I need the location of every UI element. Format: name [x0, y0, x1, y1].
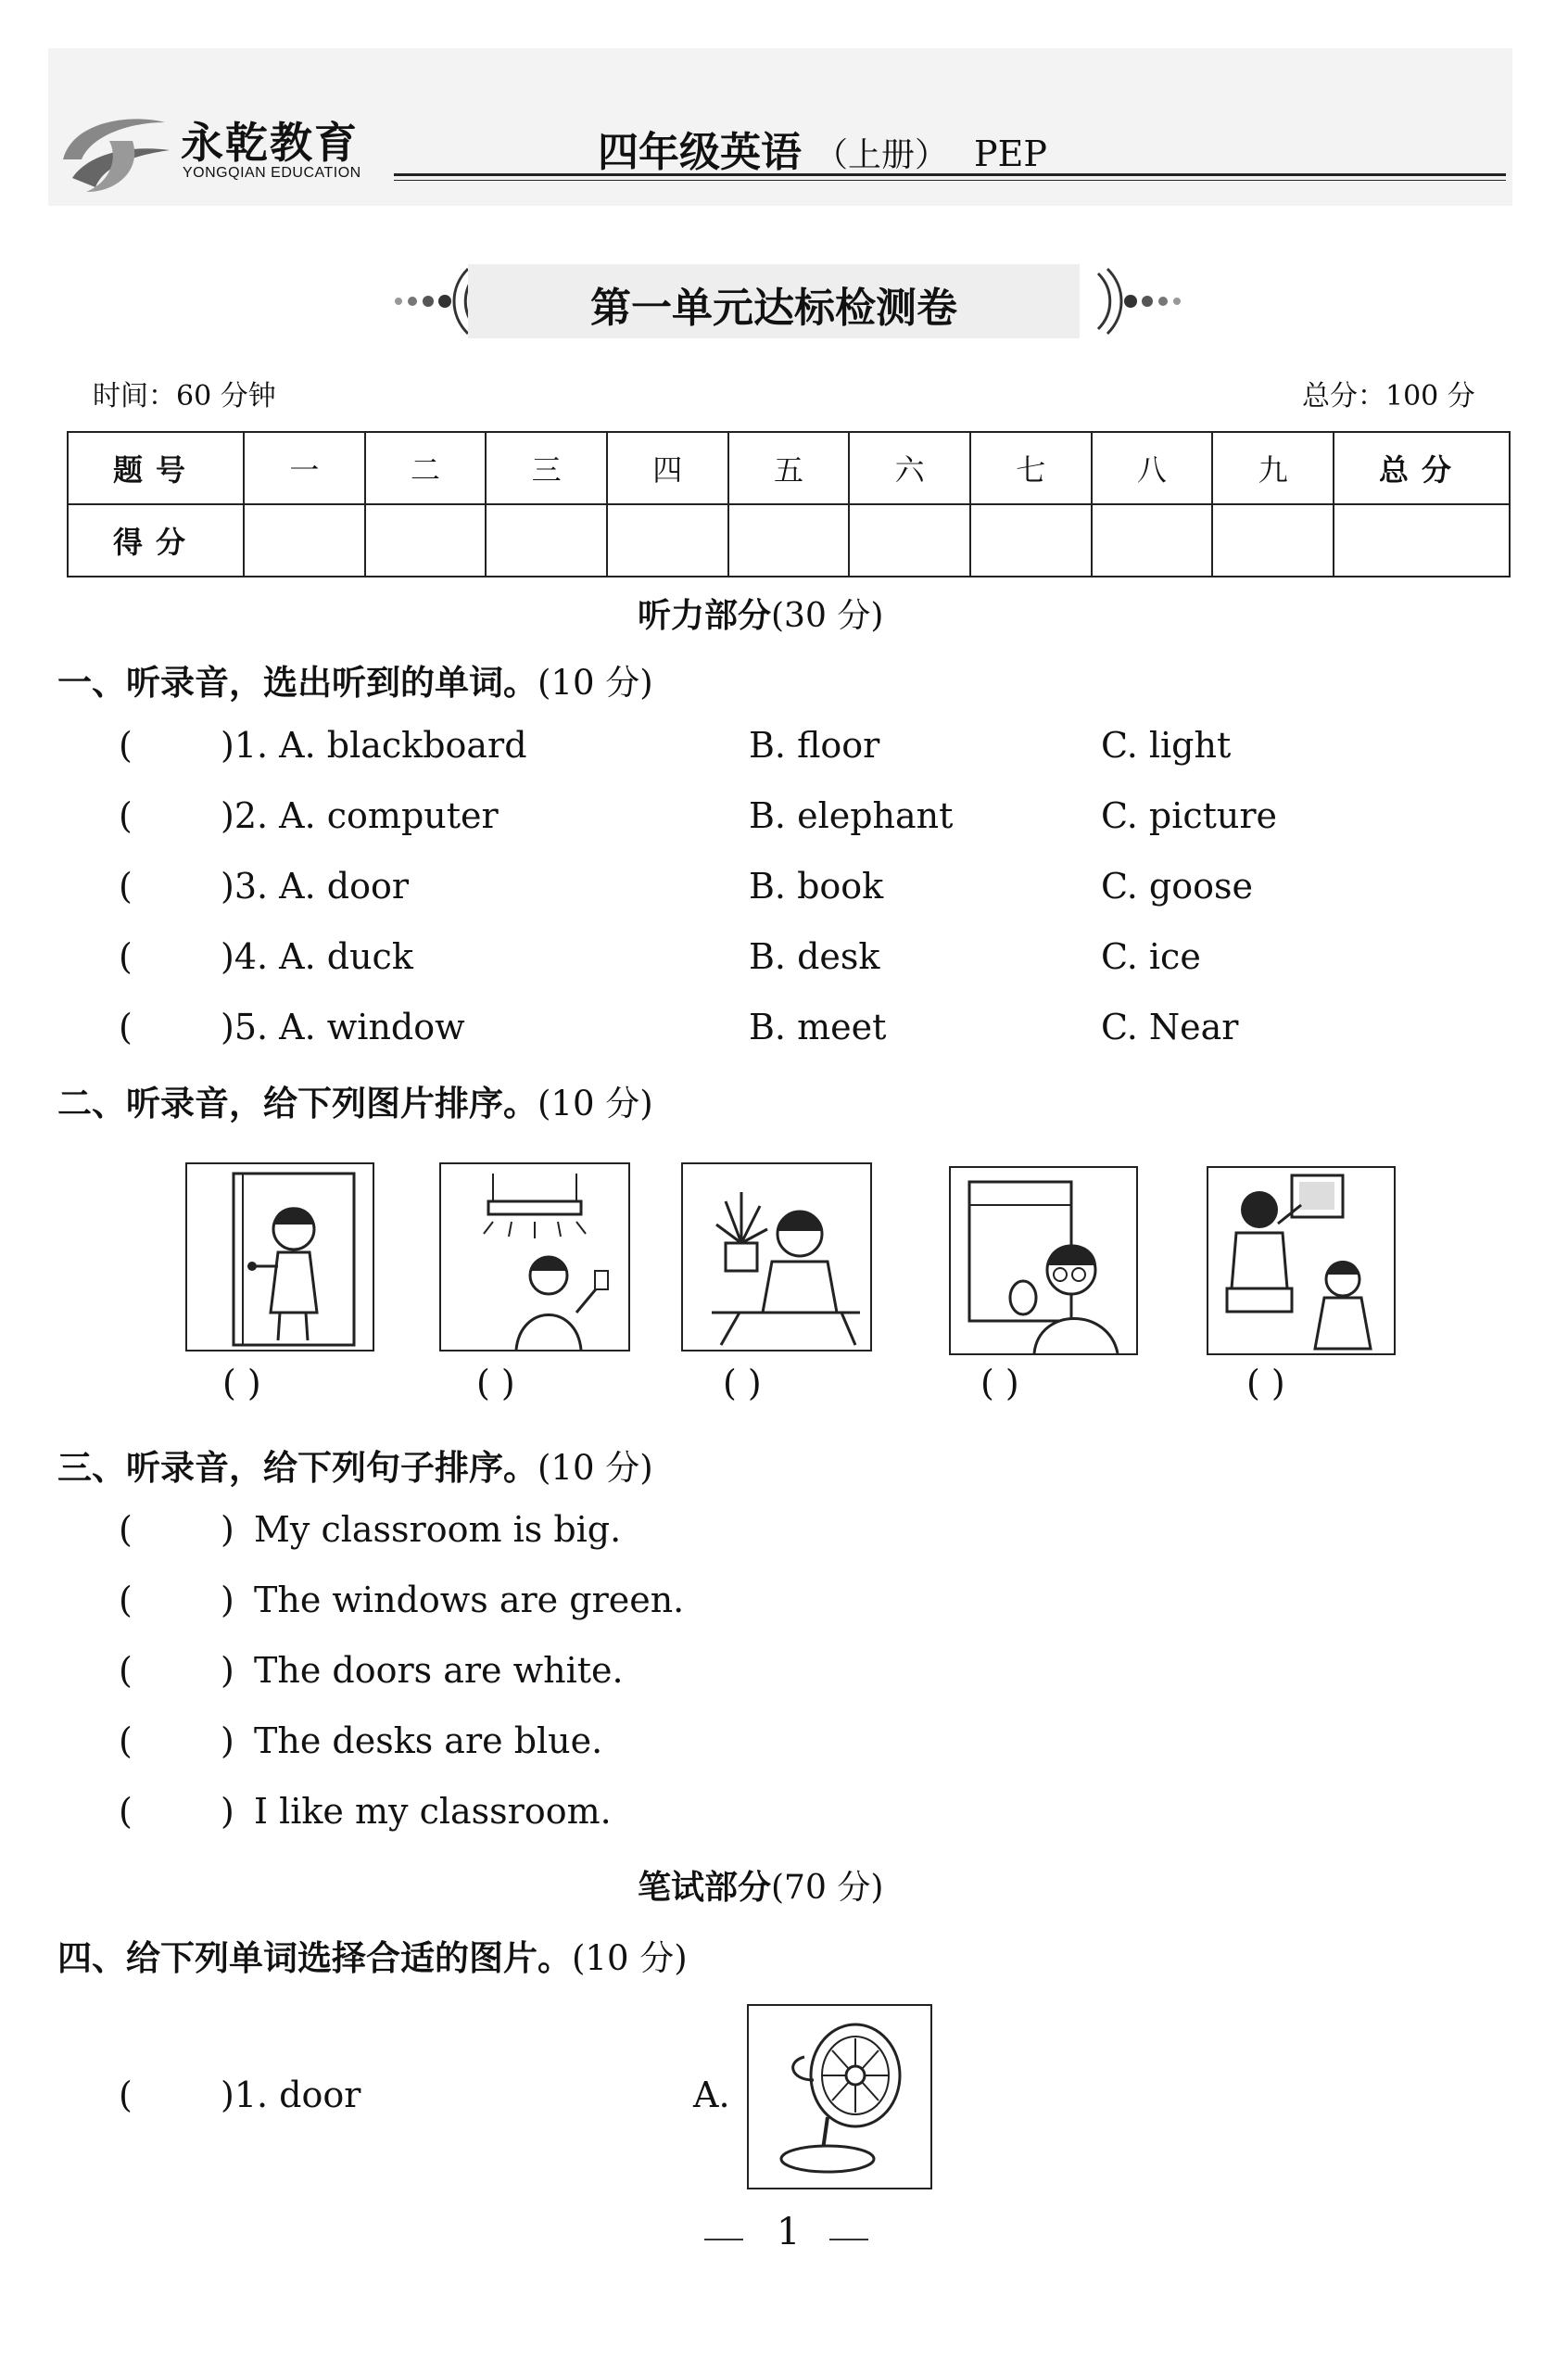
- section1-points: (10 分): [537, 663, 653, 703]
- option-a-label: A.: [693, 2075, 730, 2115]
- score-column-header: 六: [849, 432, 970, 504]
- question-option-b: B. meet: [749, 1007, 887, 1047]
- order-bracket[interactable]: ( ): [222, 1363, 261, 1403]
- order-bracket[interactable]: ( ): [1246, 1363, 1285, 1403]
- question-option-b: B. elephant: [749, 795, 954, 836]
- question-option-c: C. goose: [1101, 866, 1253, 907]
- logo-swirl-icon: [54, 104, 174, 197]
- section2-points: (10 分): [537, 1084, 653, 1123]
- listening-part-label: 听力部分: [638, 597, 772, 635]
- score-cell[interactable]: [1212, 504, 1334, 577]
- children-hanging-picture-icon: [1208, 1168, 1394, 1353]
- score-column-header: 一: [244, 432, 365, 504]
- listening-part-title: [638, 590, 883, 637]
- answer-paren-close: ): [221, 1509, 234, 1550]
- book-edition: PEP: [974, 133, 1047, 174]
- picture-boy-switching-light: [439, 1162, 630, 1351]
- question-option-b: B. floor: [749, 725, 880, 766]
- score-column-header-total: 总分: [1334, 432, 1510, 504]
- score-column-header: 四: [607, 432, 728, 504]
- writing-part-title: [638, 1861, 883, 1909]
- section4-points: (10 分): [572, 1938, 688, 1978]
- section3-title: [57, 1440, 653, 1490]
- answer-paren-close: ): [221, 1791, 234, 1832]
- order-bracket[interactable]: ( ): [980, 1363, 1019, 1403]
- picture-kids-with-picture: [1207, 1166, 1396, 1355]
- section2-title: [57, 1075, 653, 1125]
- question-option-c: C. ice: [1101, 936, 1201, 977]
- score-cell[interactable]: [365, 504, 487, 577]
- score-cell[interactable]: [728, 504, 850, 577]
- score-cell[interactable]: [849, 504, 970, 577]
- answer-paren[interactable]: (: [119, 1580, 133, 1620]
- score-table: [67, 431, 1511, 577]
- score-cell[interactable]: [970, 504, 1092, 577]
- score-cell[interactable]: [486, 504, 607, 577]
- score-column-header: 八: [1092, 432, 1213, 504]
- answer-paren-close: ): [221, 1720, 234, 1761]
- score-table-label: 题号: [68, 432, 244, 504]
- page-number: 1: [777, 2211, 801, 2253]
- answer-paren-close: ): [221, 1650, 234, 1691]
- answer-paren[interactable]: (: [119, 1720, 133, 1761]
- footer-dash-right: [829, 2239, 868, 2240]
- word-door: )1. door: [221, 2075, 361, 2115]
- answer-paren[interactable]: (: [119, 936, 133, 977]
- picture-girl-at-door: [185, 1162, 374, 1351]
- question-option-a: )4. A. duck: [221, 936, 413, 977]
- picture-girl-with-plant: [681, 1162, 872, 1351]
- picture-man-cleaning-window: [949, 1166, 1138, 1355]
- score-table-score-row: [68, 504, 1510, 577]
- question-option-a: )1. A. blackboard: [221, 725, 527, 766]
- sentence-text: I like my classroom.: [254, 1791, 612, 1832]
- girl-watering-plant-icon: [683, 1164, 870, 1350]
- unit-title: 第一单元达标检测卷: [590, 285, 957, 332]
- book-title: [598, 119, 1047, 178]
- question-option-c: C. picture: [1101, 795, 1278, 836]
- score-cell[interactable]: [244, 504, 365, 577]
- question-option-c: C. Near: [1101, 1007, 1239, 1047]
- score-column-header: 二: [365, 432, 487, 504]
- sentence-text: The doors are white.: [254, 1650, 624, 1691]
- answer-paren[interactable]: (: [119, 2075, 133, 2115]
- answer-paren[interactable]: (: [119, 725, 133, 766]
- score-cell-total[interactable]: [1334, 504, 1510, 577]
- section3-points: (10 分): [537, 1448, 653, 1488]
- option-a-picture: [747, 2004, 932, 2189]
- writing-part-label: 笔试部分: [638, 1869, 772, 1907]
- boy-turning-on-light-icon: [441, 1164, 628, 1350]
- answer-paren[interactable]: (: [119, 1509, 133, 1550]
- score-column-header: 七: [970, 432, 1092, 504]
- question-option-a: )2. A. computer: [221, 795, 499, 836]
- score-table-header-row: [68, 432, 1510, 504]
- question-option-a: )3. A. door: [221, 866, 410, 907]
- score-cell[interactable]: [607, 504, 728, 577]
- order-bracket[interactable]: ( ): [723, 1363, 762, 1403]
- answer-paren[interactable]: (: [119, 866, 133, 907]
- writing-part-points: (70 分): [771, 1869, 884, 1907]
- sentence-text: The desks are blue.: [254, 1720, 603, 1761]
- header-rule-thin: [394, 180, 1506, 181]
- fan-icon: [749, 2006, 930, 2188]
- sentence-text: The windows are green.: [254, 1580, 685, 1620]
- score-column-header: 九: [1212, 432, 1334, 504]
- brand-name-english: YONGQIAN EDUCATION: [183, 165, 361, 181]
- girl-opening-door-icon: [187, 1164, 373, 1350]
- question-option-b: B. book: [749, 866, 884, 907]
- order-bracket[interactable]: ( ): [476, 1363, 515, 1403]
- section4-title: [57, 1930, 688, 1980]
- score-column-header: 三: [486, 432, 607, 504]
- question-option-a: )5. A. window: [221, 1007, 465, 1047]
- answer-paren[interactable]: (: [119, 1791, 133, 1832]
- footer-dash-left: [704, 2239, 743, 2240]
- listening-part-points: (30 分): [771, 597, 884, 635]
- book-volume: （上册）: [815, 136, 949, 174]
- man-cleaning-window-icon: [951, 1168, 1136, 1353]
- brand-name: 永乾教育: [181, 118, 359, 168]
- score-cell[interactable]: [1092, 504, 1213, 577]
- answer-paren[interactable]: (: [119, 1650, 133, 1691]
- sentence-text: My classroom is big.: [254, 1509, 622, 1550]
- section3-instruction: 三、听录音，给下列句子排序。: [57, 1448, 537, 1488]
- score-row-label: 得分: [68, 504, 244, 577]
- section4-instruction: 四、给下列单词选择合适的图片。: [57, 1938, 572, 1978]
- exam-time: 时间：60 分钟: [93, 380, 276, 412]
- book-title-text: 四年级英语: [598, 129, 802, 176]
- section1-title: [57, 654, 653, 704]
- answer-paren-close: ): [221, 1580, 234, 1620]
- answer-paren[interactable]: (: [119, 1007, 133, 1047]
- section1-instruction: 一、听录音，选出听到的单词。: [57, 663, 537, 703]
- section2-instruction: 二、听录音，给下列图片排序。: [57, 1084, 537, 1123]
- question-option-c: C. light: [1101, 725, 1232, 766]
- answer-paren[interactable]: (: [119, 795, 133, 836]
- exam-total-score: 总分：100 分: [1302, 380, 1475, 412]
- question-option-b: B. desk: [749, 936, 880, 977]
- score-column-header: 五: [728, 432, 850, 504]
